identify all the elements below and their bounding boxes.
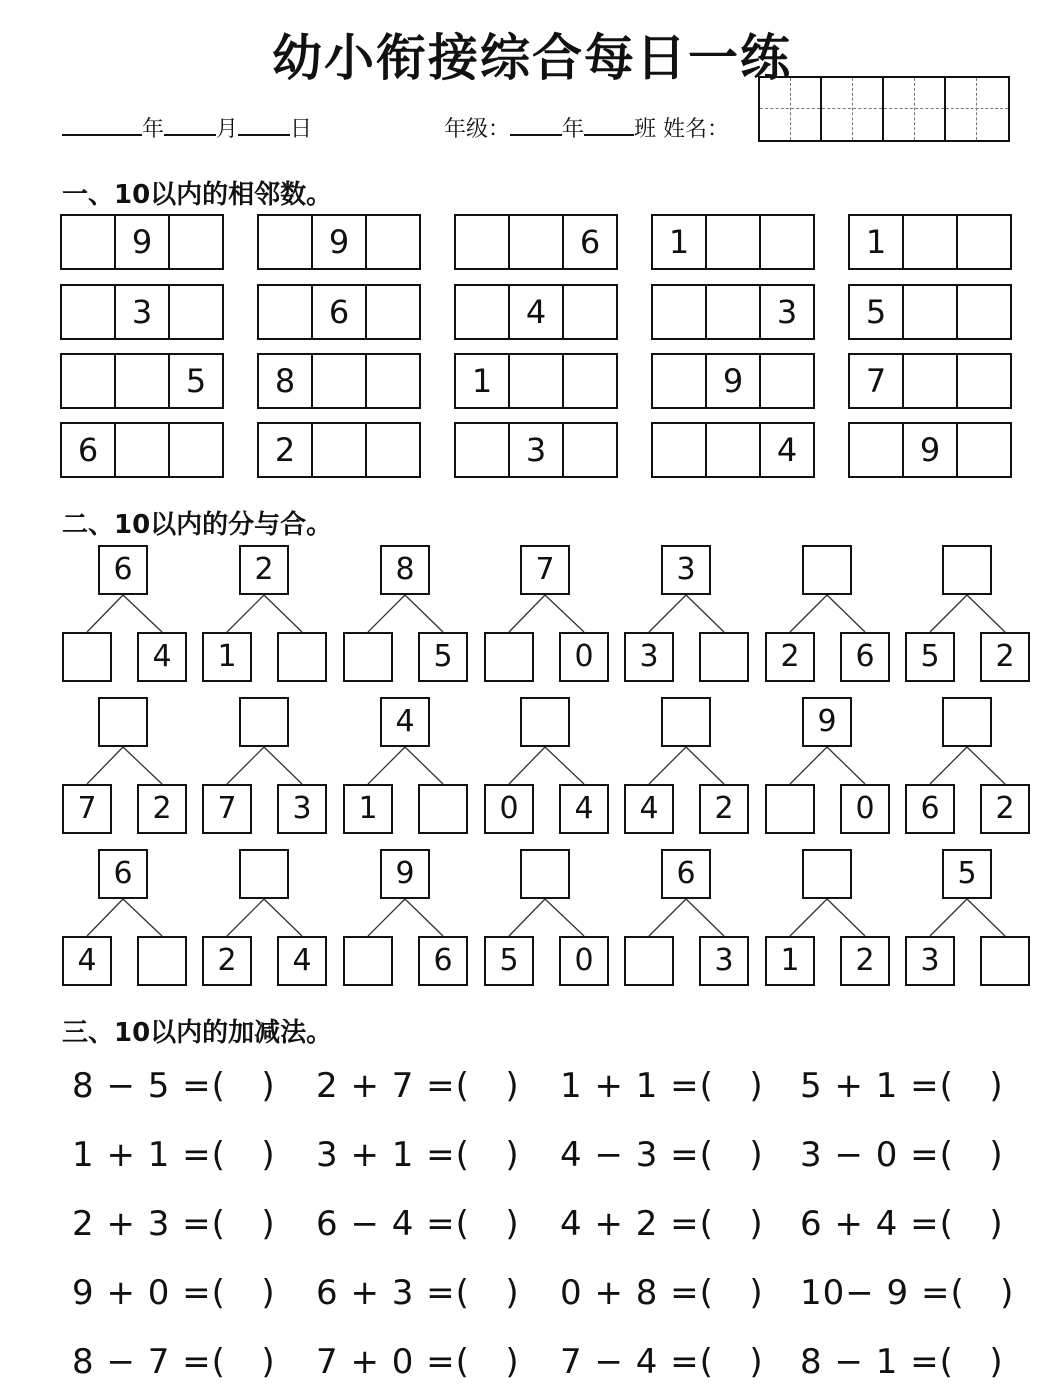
- section1-title: 一、10以内的相邻数。: [62, 180, 333, 210]
- grade-label: 年级：: [444, 117, 511, 142]
- neighbor-cell: 1: [456, 355, 510, 407]
- tree-branch-line: [123, 899, 162, 936]
- tree-branch-line: [827, 595, 865, 632]
- tree-branch-line: [264, 747, 302, 784]
- bond-right-box: 3: [699, 936, 749, 986]
- bond-right-box[interactable]: [277, 632, 327, 682]
- bond-top-box[interactable]: [802, 849, 852, 899]
- bond-right-box: 4: [559, 784, 609, 834]
- bond-top-box[interactable]: [520, 849, 570, 899]
- bond-left-box: 2: [765, 632, 815, 682]
- bond-right-box[interactable]: [418, 784, 468, 834]
- bond-top-box: 6: [661, 849, 711, 899]
- equation[interactable]: 8 − 7 =( ): [72, 1342, 276, 1382]
- tree-branch-line: [368, 595, 405, 632]
- tree-branch-line: [790, 747, 827, 784]
- bond-top-box: 9: [380, 849, 430, 899]
- tree-branch-line: [686, 747, 724, 784]
- tree-branch-line: [827, 899, 865, 936]
- neighbor-cell: 4: [776, 431, 798, 469]
- tree-branch-line: [509, 747, 545, 784]
- day-label: 日: [290, 117, 313, 142]
- bond-top-box[interactable]: [239, 849, 289, 899]
- bond-left-box: 1: [202, 632, 252, 682]
- tree-branch-line: [967, 899, 1005, 936]
- bond-top-box: 6: [98, 849, 148, 899]
- tree-branch-line: [264, 899, 302, 936]
- neighbor-cell: 6: [313, 286, 367, 338]
- bond-right-box: 3: [277, 784, 327, 834]
- neighbor-cell: 3: [776, 293, 798, 331]
- bond-top-box: 4: [380, 697, 430, 747]
- neighbor-cell: 5: [850, 286, 904, 338]
- tree-branch-line: [545, 595, 584, 632]
- tree-branch-line: [930, 595, 967, 632]
- bond-left-box: 7: [202, 784, 252, 834]
- equation[interactable]: 1 + 1 =( ): [560, 1066, 764, 1106]
- year-label: 年: [142, 117, 165, 142]
- bond-right-box: 6: [418, 936, 468, 986]
- tree-branch-line: [649, 747, 686, 784]
- bond-left-box: 6: [905, 784, 955, 834]
- neighbor-cell: 4: [510, 286, 564, 338]
- bond-right-box: 2: [840, 936, 890, 986]
- bond-top-box: 8: [380, 545, 430, 595]
- equation[interactable]: 3 − 0 =( ): [800, 1135, 1004, 1175]
- tree-branch-line: [967, 595, 1005, 632]
- bond-top-box[interactable]: [239, 697, 289, 747]
- class-label: 班: [634, 117, 657, 142]
- tree-branch-line: [87, 747, 123, 784]
- equation[interactable]: 7 − 4 =( ): [560, 1342, 764, 1382]
- grade-year-label: 年: [562, 117, 585, 142]
- tree-branch-line: [227, 747, 264, 784]
- bond-left-box: 4: [62, 936, 112, 986]
- tree-branch-line: [227, 595, 264, 632]
- bond-right-box: 2: [699, 784, 749, 834]
- tree-branch-line: [649, 595, 686, 632]
- bond-right-box[interactable]: [137, 936, 187, 986]
- neighbor-cell: 6: [579, 223, 601, 261]
- tree-branch-line: [87, 595, 123, 632]
- bond-right-box[interactable]: [980, 936, 1030, 986]
- bond-left-box: 0: [484, 784, 534, 834]
- bond-top-box[interactable]: [942, 545, 992, 595]
- equation[interactable]: 8 − 5 =( ): [72, 1066, 276, 1106]
- bond-left-box: 2: [202, 936, 252, 986]
- bond-left-box: 3: [624, 632, 674, 682]
- neighbor-cell: 1: [653, 216, 707, 268]
- bond-right-box: 5: [418, 632, 468, 682]
- equation[interactable]: 10− 9 =( ): [800, 1273, 1015, 1313]
- bond-right-box: 2: [980, 632, 1030, 682]
- tree-branch-line: [123, 747, 162, 784]
- bond-top-box: 9: [802, 697, 852, 747]
- bond-top-box: 5: [942, 849, 992, 899]
- tree-branch-line: [967, 747, 1005, 784]
- tree-branch-line: [87, 899, 123, 936]
- page-title: 幼小衔接综合每日一练: [272, 29, 792, 87]
- bond-top-box[interactable]: [661, 697, 711, 747]
- tree-branch-line: [509, 595, 545, 632]
- bond-left-box[interactable]: [343, 936, 393, 986]
- month-label: 月: [216, 117, 239, 142]
- bond-top-box: 7: [520, 545, 570, 595]
- tree-branch-line: [930, 747, 967, 784]
- section2-title: 二、10以内的分与合。: [62, 510, 333, 540]
- tree-branch-line: [545, 747, 584, 784]
- neighbor-cell: 2: [259, 424, 313, 476]
- tree-branch-line: [930, 899, 967, 936]
- equation[interactable]: 7 + 0 =( ): [316, 1342, 520, 1382]
- bond-top-box[interactable]: [520, 697, 570, 747]
- neighbor-cell: 5: [185, 362, 207, 400]
- bond-left-box[interactable]: [62, 632, 112, 682]
- tree-branch-line: [509, 899, 545, 936]
- bond-top-box: 2: [239, 545, 289, 595]
- tree-branch-line: [227, 899, 264, 936]
- equation[interactable]: 4 + 2 =( ): [560, 1204, 764, 1244]
- bond-right-box[interactable]: [699, 632, 749, 682]
- equation[interactable]: 6 + 3 =( ): [316, 1273, 520, 1313]
- tree-branch-line: [545, 899, 584, 936]
- bond-top-box[interactable]: [942, 697, 992, 747]
- equation[interactable]: 2 + 3 =( ): [72, 1204, 276, 1244]
- equation[interactable]: 3 + 1 =( ): [316, 1135, 520, 1175]
- bond-left-box[interactable]: [624, 936, 674, 986]
- bond-left-box[interactable]: [343, 632, 393, 682]
- tree-branch-line: [368, 899, 405, 936]
- neighbor-cell: 6: [62, 424, 116, 476]
- bond-left-box[interactable]: [765, 784, 815, 834]
- bond-left-box: 1: [343, 784, 393, 834]
- equation[interactable]: 6 + 4 =( ): [800, 1204, 1004, 1244]
- tree-branch-line: [790, 595, 827, 632]
- bond-right-box: 4: [277, 936, 327, 986]
- bond-left-box: 7: [62, 784, 112, 834]
- equation[interactable]: 5 + 1 =( ): [800, 1066, 1004, 1106]
- bond-left-box: 5: [905, 632, 955, 682]
- equation[interactable]: 8 − 1 =( ): [800, 1342, 1004, 1382]
- bond-left-box: 3: [905, 936, 955, 986]
- equation[interactable]: 4 − 3 =( ): [560, 1135, 764, 1175]
- bond-left-box[interactable]: [484, 632, 534, 682]
- neighbor-cell: 8: [259, 355, 313, 407]
- equation[interactable]: 2 + 7 =( ): [316, 1066, 520, 1106]
- neighbor-cell: 9: [116, 216, 170, 268]
- neighbor-cell: 9: [904, 424, 958, 476]
- tree-branch-line: [686, 595, 724, 632]
- equation[interactable]: 9 + 0 =( ): [72, 1273, 276, 1313]
- bond-left-box: 1: [765, 936, 815, 986]
- bond-right-box: 0: [840, 784, 890, 834]
- bond-right-box: 0: [559, 632, 609, 682]
- bond-top-box: 6: [98, 545, 148, 595]
- tree-branch-line: [686, 899, 724, 936]
- neighbor-cell: 3: [510, 424, 564, 476]
- tree-branch-line: [790, 899, 827, 936]
- tree-branch-line: [368, 747, 405, 784]
- tree-branch-line: [649, 899, 686, 936]
- bond-right-box: 2: [137, 784, 187, 834]
- section3-title: 三、10以内的加减法。: [62, 1018, 333, 1048]
- tree-branch-line: [405, 747, 443, 784]
- bond-top-box[interactable]: [802, 545, 852, 595]
- bond-right-box: 4: [137, 632, 187, 682]
- neighbor-cell: 9: [313, 216, 367, 268]
- neighbor-cell: 7: [850, 355, 904, 407]
- tree-branch-line: [264, 595, 302, 632]
- bond-right-box: 6: [840, 632, 890, 682]
- neighbor-cell: 1: [850, 216, 904, 268]
- neighbor-cell: 9: [707, 355, 761, 407]
- equation[interactable]: 6 − 4 =( ): [316, 1204, 520, 1244]
- tree-branch-line: [827, 747, 865, 784]
- bond-top-box: 3: [661, 545, 711, 595]
- tree-branch-line: [405, 899, 443, 936]
- tree-branch-line: [405, 595, 443, 632]
- equation[interactable]: 1 + 1 =( ): [72, 1135, 276, 1175]
- bond-right-box: 0: [559, 936, 609, 986]
- bond-right-box: 2: [980, 784, 1030, 834]
- bond-top-box[interactable]: [98, 697, 148, 747]
- name-label: 姓名：: [663, 117, 730, 142]
- bond-left-box: 4: [624, 784, 674, 834]
- tree-branch-line: [123, 595, 162, 632]
- equation[interactable]: 0 + 8 =( ): [560, 1273, 764, 1313]
- bond-left-box: 5: [484, 936, 534, 986]
- neighbor-cell: 3: [116, 286, 170, 338]
